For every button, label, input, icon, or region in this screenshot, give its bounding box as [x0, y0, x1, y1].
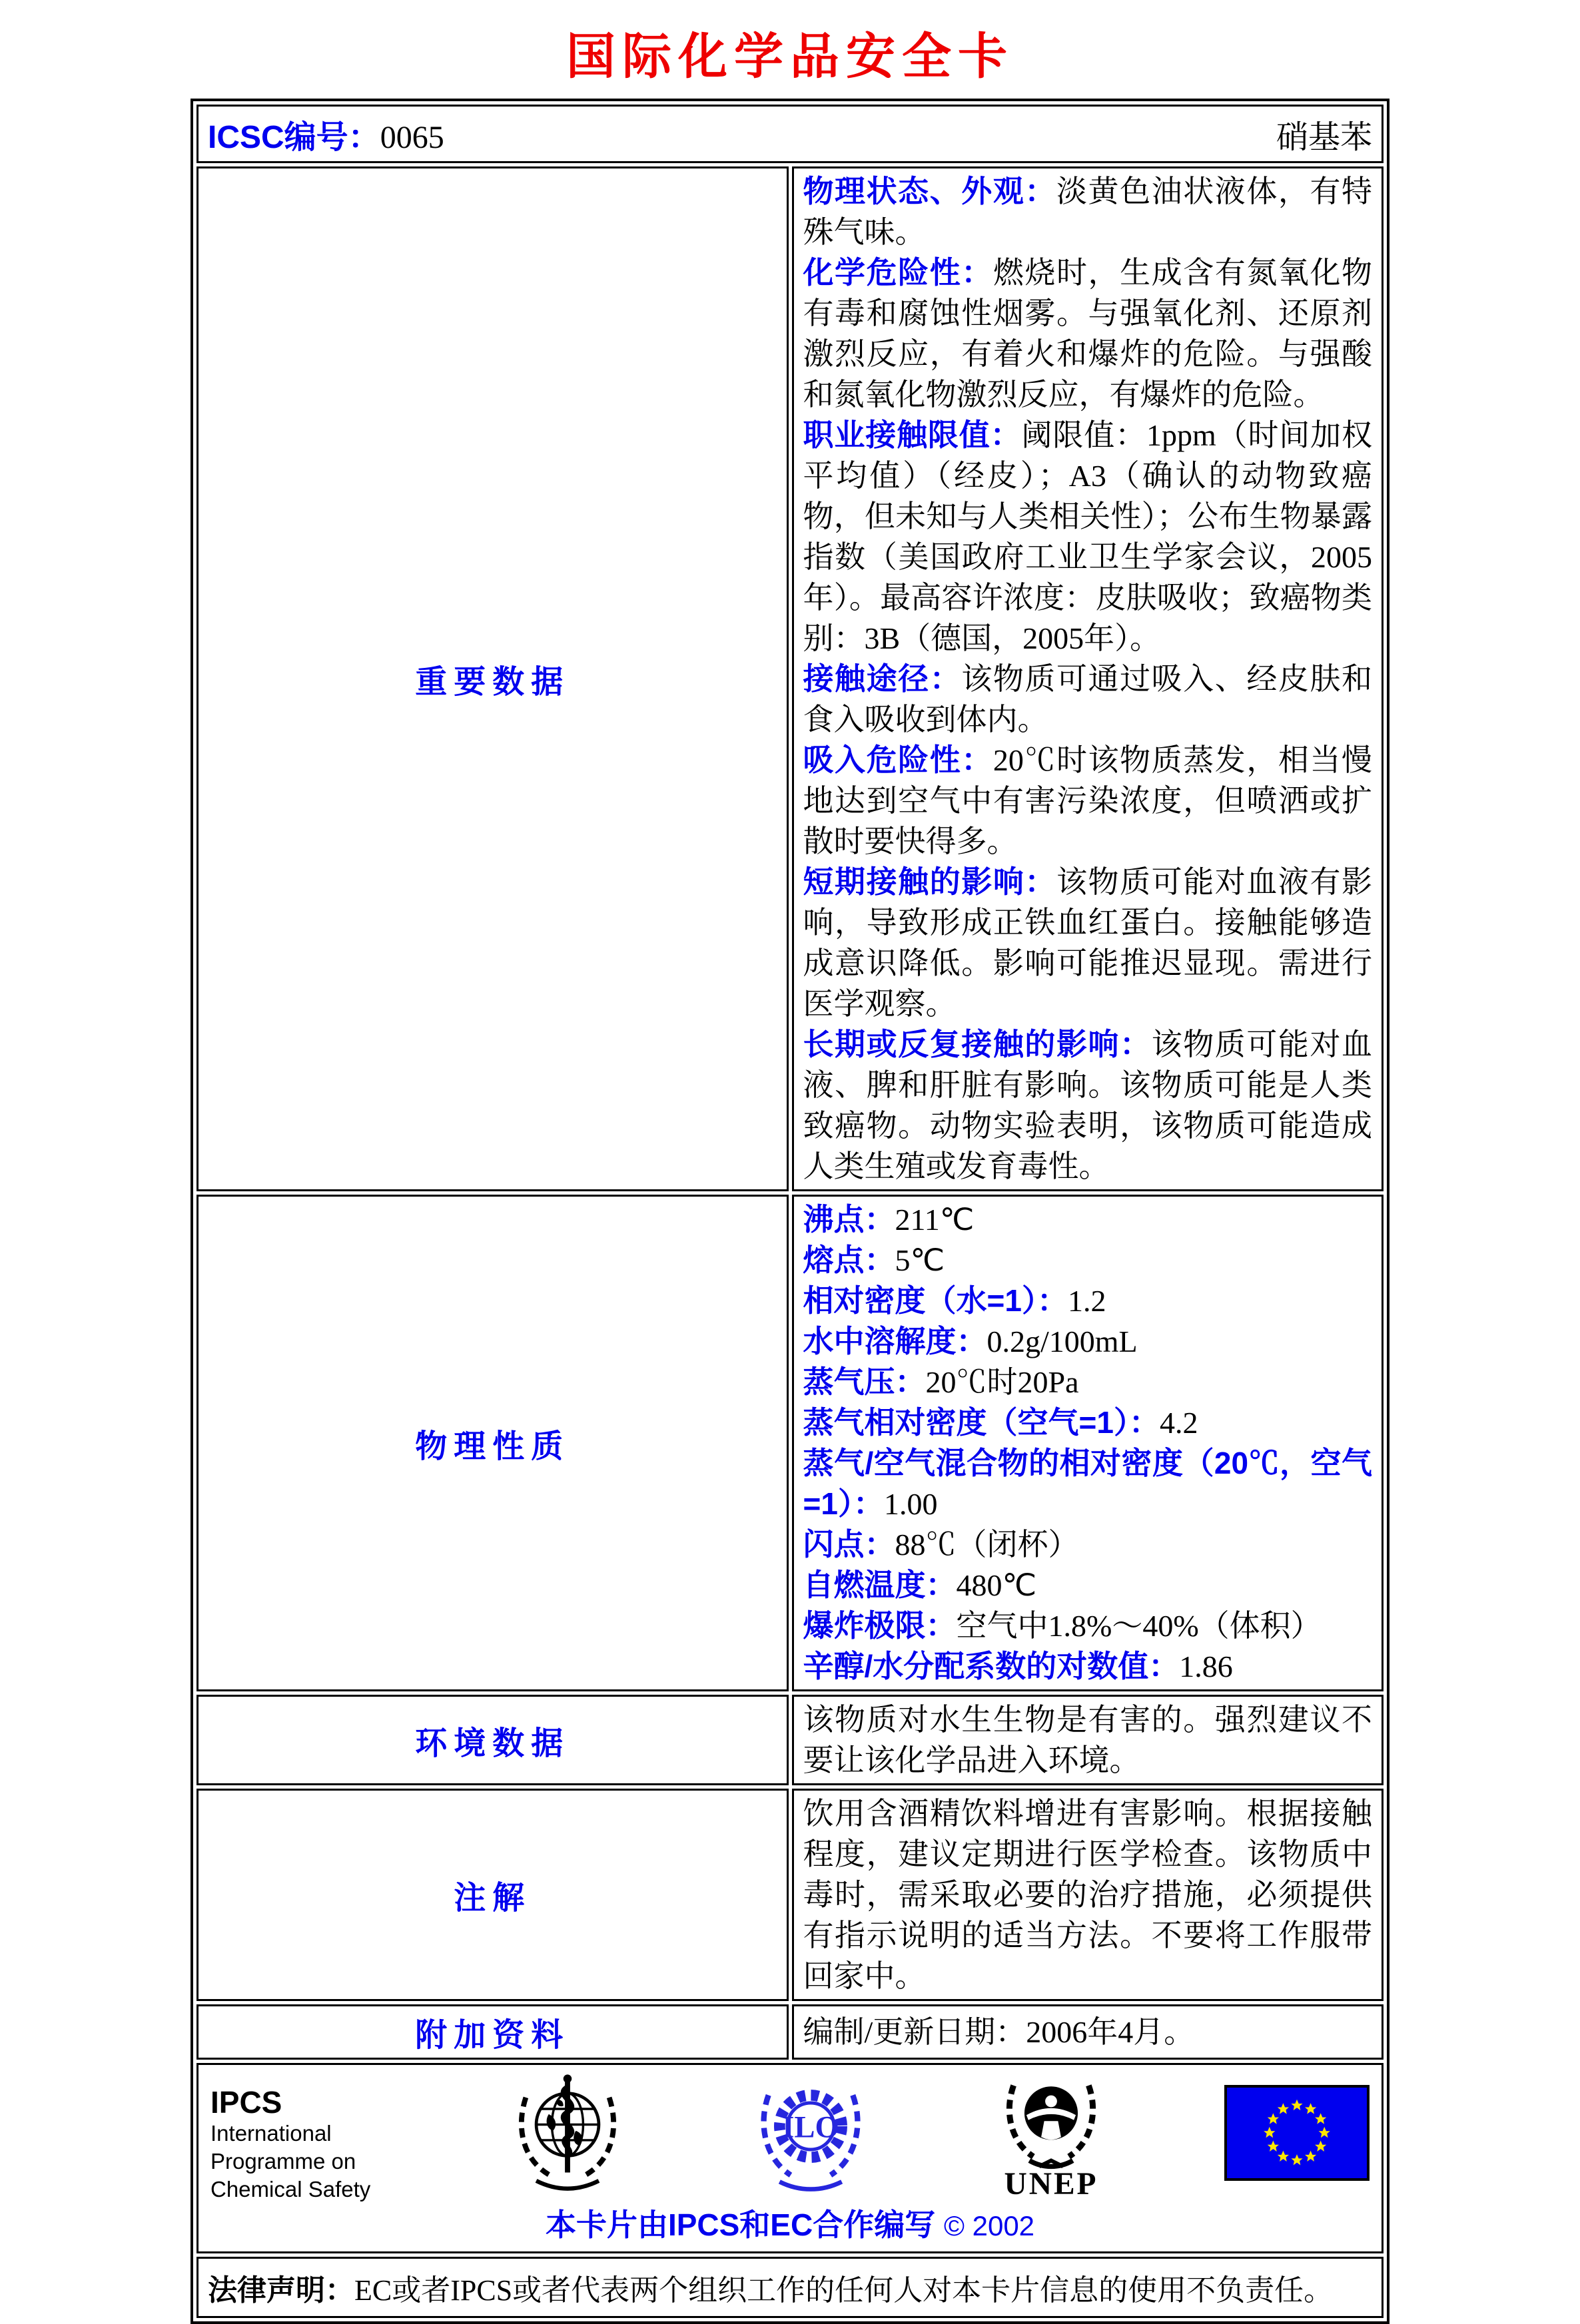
eu-flag-icon [1224, 2085, 1370, 2181]
legal-text: EC或者IPCS或者代表两个组织工作的任何人对本卡片信息的使用不负责任。 [354, 2274, 1334, 2307]
field-row [803, 659, 1373, 740]
section-label-environmental-data: 环境数据 [197, 1695, 789, 1785]
field-row [803, 862, 1373, 1024]
page-title: 国际化学品安全卡 [566, 30, 1014, 85]
field-value: 编制/更新日期：2006年4月。 [803, 2015, 1195, 2049]
field-value: 该物质对水生生物是有害的。强烈建议不要让该化学品进入环境。 [803, 1703, 1372, 1777]
section-row-additional-information [197, 2004, 1383, 2060]
section-content-notes [792, 1789, 1384, 2001]
field-row [803, 1321, 1373, 1362]
field-row [803, 252, 1373, 415]
field-label: 蒸气/空气混合物的相对密度（20℃，空气=1）： [803, 1446, 1372, 1521]
field-row [803, 415, 1373, 659]
ilo-caption: ILO [782, 2110, 839, 2145]
field-row [803, 1443, 1373, 1524]
field-value: 该物质可能对血液、脾和肝脏有影响。该物质可能是人类致癌物。动物实验表明，该物质可能造成人类生殖或发育毒性。 [803, 1027, 1373, 1183]
field-label: 蒸气相对密度（空气=1）： [803, 1405, 1160, 1440]
field-value: 1.86 [1179, 1649, 1233, 1683]
legal-cell [197, 2257, 1383, 2318]
field-label: 化学危险性： [803, 255, 993, 290]
field-value: 淡黄色油状液体，有特殊气味。 [803, 174, 1373, 249]
header-row [197, 105, 1383, 163]
field-label: 吸入危险性： [803, 742, 993, 777]
field-value: 211℃ [895, 1203, 975, 1237]
field-value: 480℃ [956, 1568, 1037, 1602]
icsc-card-table [191, 99, 1389, 2324]
section-content-additional-information [792, 2004, 1384, 2060]
field-value: 阈限值：1ppm（时间加权平均值）（经皮）；A3（确认的动物致癌物，但未知与人类相关性）；公布生物暴露指数（美国政府工业卫生学家会议，2005年）。最高容许浓度：皮肤吸收；致癌物类别：3B（德国，2005年）。 [803, 418, 1373, 655]
field-label: 辛醇/水分配系数的对数值： [803, 1649, 1180, 1683]
field-row [803, 1240, 1373, 1281]
section-label-important-data: 重要数据 [197, 166, 789, 1191]
field-label: 职业接触限值： [803, 418, 1022, 452]
ipcs-line: Programme on [210, 2149, 356, 2174]
section-content-important-data [792, 166, 1384, 1191]
section-row-notes [197, 1789, 1383, 2001]
field-value: 0.2g/100mL [987, 1324, 1138, 1358]
header-cell [197, 105, 1383, 163]
field-row [803, 1605, 1373, 1646]
field-label: 沸点： [803, 1202, 895, 1237]
credit-line [208, 2201, 1372, 2249]
field-label: 闪点： [803, 1527, 895, 1562]
logos-cell [197, 2063, 1383, 2253]
ipcs-line: Chemical Safety [210, 2177, 371, 2201]
ipcs-acronym: IPCS [210, 2085, 282, 2120]
icsc-number-label: ICSC编号： [208, 119, 380, 155]
field-value: 空气中1.8%～40%（体积） [956, 1609, 1322, 1643]
field-row [803, 1024, 1373, 1187]
field-row [803, 1402, 1373, 1443]
field-row [803, 1524, 1373, 1565]
field-label: 物理状态、外观： [803, 174, 1056, 208]
field-row [803, 171, 1373, 252]
field-row [803, 1699, 1373, 1781]
field-value: 5℃ [895, 1243, 945, 1277]
field-value: 4.2 [1159, 1406, 1198, 1440]
field-label: 自燃温度： [803, 1568, 957, 1602]
unep-caption: UNEP [1003, 2166, 1098, 2201]
field-row [803, 1362, 1373, 1402]
logos-strip [208, 2068, 1372, 2201]
field-row [803, 740, 1373, 862]
field-value: 1.00 [883, 1487, 938, 1521]
field-row [803, 1199, 1373, 1240]
field-label: 长期或反复接触的影响： [803, 1027, 1152, 1061]
section-content-environmental-data [792, 1695, 1384, 1785]
field-value: 20℃时该物质蒸发，相当慢地达到空气中有害污染浓度，但喷洒或扩散时要快得多。 [803, 743, 1373, 858]
field-value: 饮用含酒精饮料增进有害影响。根据接触程度，建议定期进行医学检查。该物质中毒时，需采取必要的治疗措施，必须提供有指示说明的适当方法。不要将工作服带回家中。 [803, 1797, 1372, 1993]
field-row [803, 1281, 1373, 1321]
logos-row [197, 2063, 1383, 2253]
field-label: 相对密度（水=1）： [803, 1283, 1068, 1318]
field-value: 20℃时20Pa [925, 1365, 1079, 1399]
chemical-name: 硝基苯 [1276, 119, 1372, 155]
section-row-physical-properties [197, 1195, 1383, 1691]
legal-row [197, 2257, 1383, 2318]
section-row-important-data [197, 166, 1383, 1191]
field-value: 燃烧时，生成含有氮氧化物有毒和腐蚀性烟雾。与强氧化剂、还原剂激烈反应，有着火和爆炸的危险。与强酸和氮氧化物激烈反应，有爆炸的危险。 [803, 256, 1373, 412]
field-row [803, 1646, 1373, 1687]
field-label: 接触途径： [803, 661, 962, 696]
section-label-additional-information: 附加资料 [197, 2004, 789, 2060]
section-row-environmental-data [197, 1695, 1383, 1785]
ipcs-text-block [210, 2068, 390, 2203]
field-value: 88℃（闭杯） [895, 1528, 1079, 1562]
credit-text: 本卡片由IPCS和EC合作编写 [545, 2207, 936, 2242]
field-label: 短期接触的影响： [803, 864, 1056, 899]
field-value: 该物质可通过吸入、经皮肤和食入吸收到体内。 [803, 662, 1373, 736]
icsc-number-value: 0065 [380, 119, 444, 155]
field-label: 爆炸极限： [803, 1608, 957, 1643]
section-content-physical-properties [792, 1195, 1384, 1691]
section-label-notes: 注解 [197, 1789, 789, 2001]
field-label: 熔点： [803, 1243, 895, 1277]
field-row [803, 2012, 1373, 2052]
who-logo-icon [505, 2068, 630, 2197]
legal-label: 法律声明： [208, 2274, 354, 2307]
section-label-physical-properties: 物理性质 [197, 1195, 789, 1691]
field-row [803, 1793, 1373, 1996]
copyright-text: © 2002 [943, 2210, 1035, 2241]
unep-logo-icon [992, 2064, 1110, 2202]
ilo-logo-icon [744, 2066, 877, 2199]
field-value: 该物质可能对血液有影响，导致形成正铁血红蛋白。接触能够造成意识降低。影响可能推迟显现。需进行医学观察。 [803, 865, 1373, 1021]
field-label: 蒸气压： [803, 1364, 926, 1399]
field-row [803, 1565, 1373, 1605]
ipcs-line: International [210, 2121, 332, 2146]
icsc-number-group [208, 111, 444, 157]
field-label: 水中溶解度： [803, 1324, 987, 1358]
field-value: 1.2 [1067, 1284, 1106, 1318]
